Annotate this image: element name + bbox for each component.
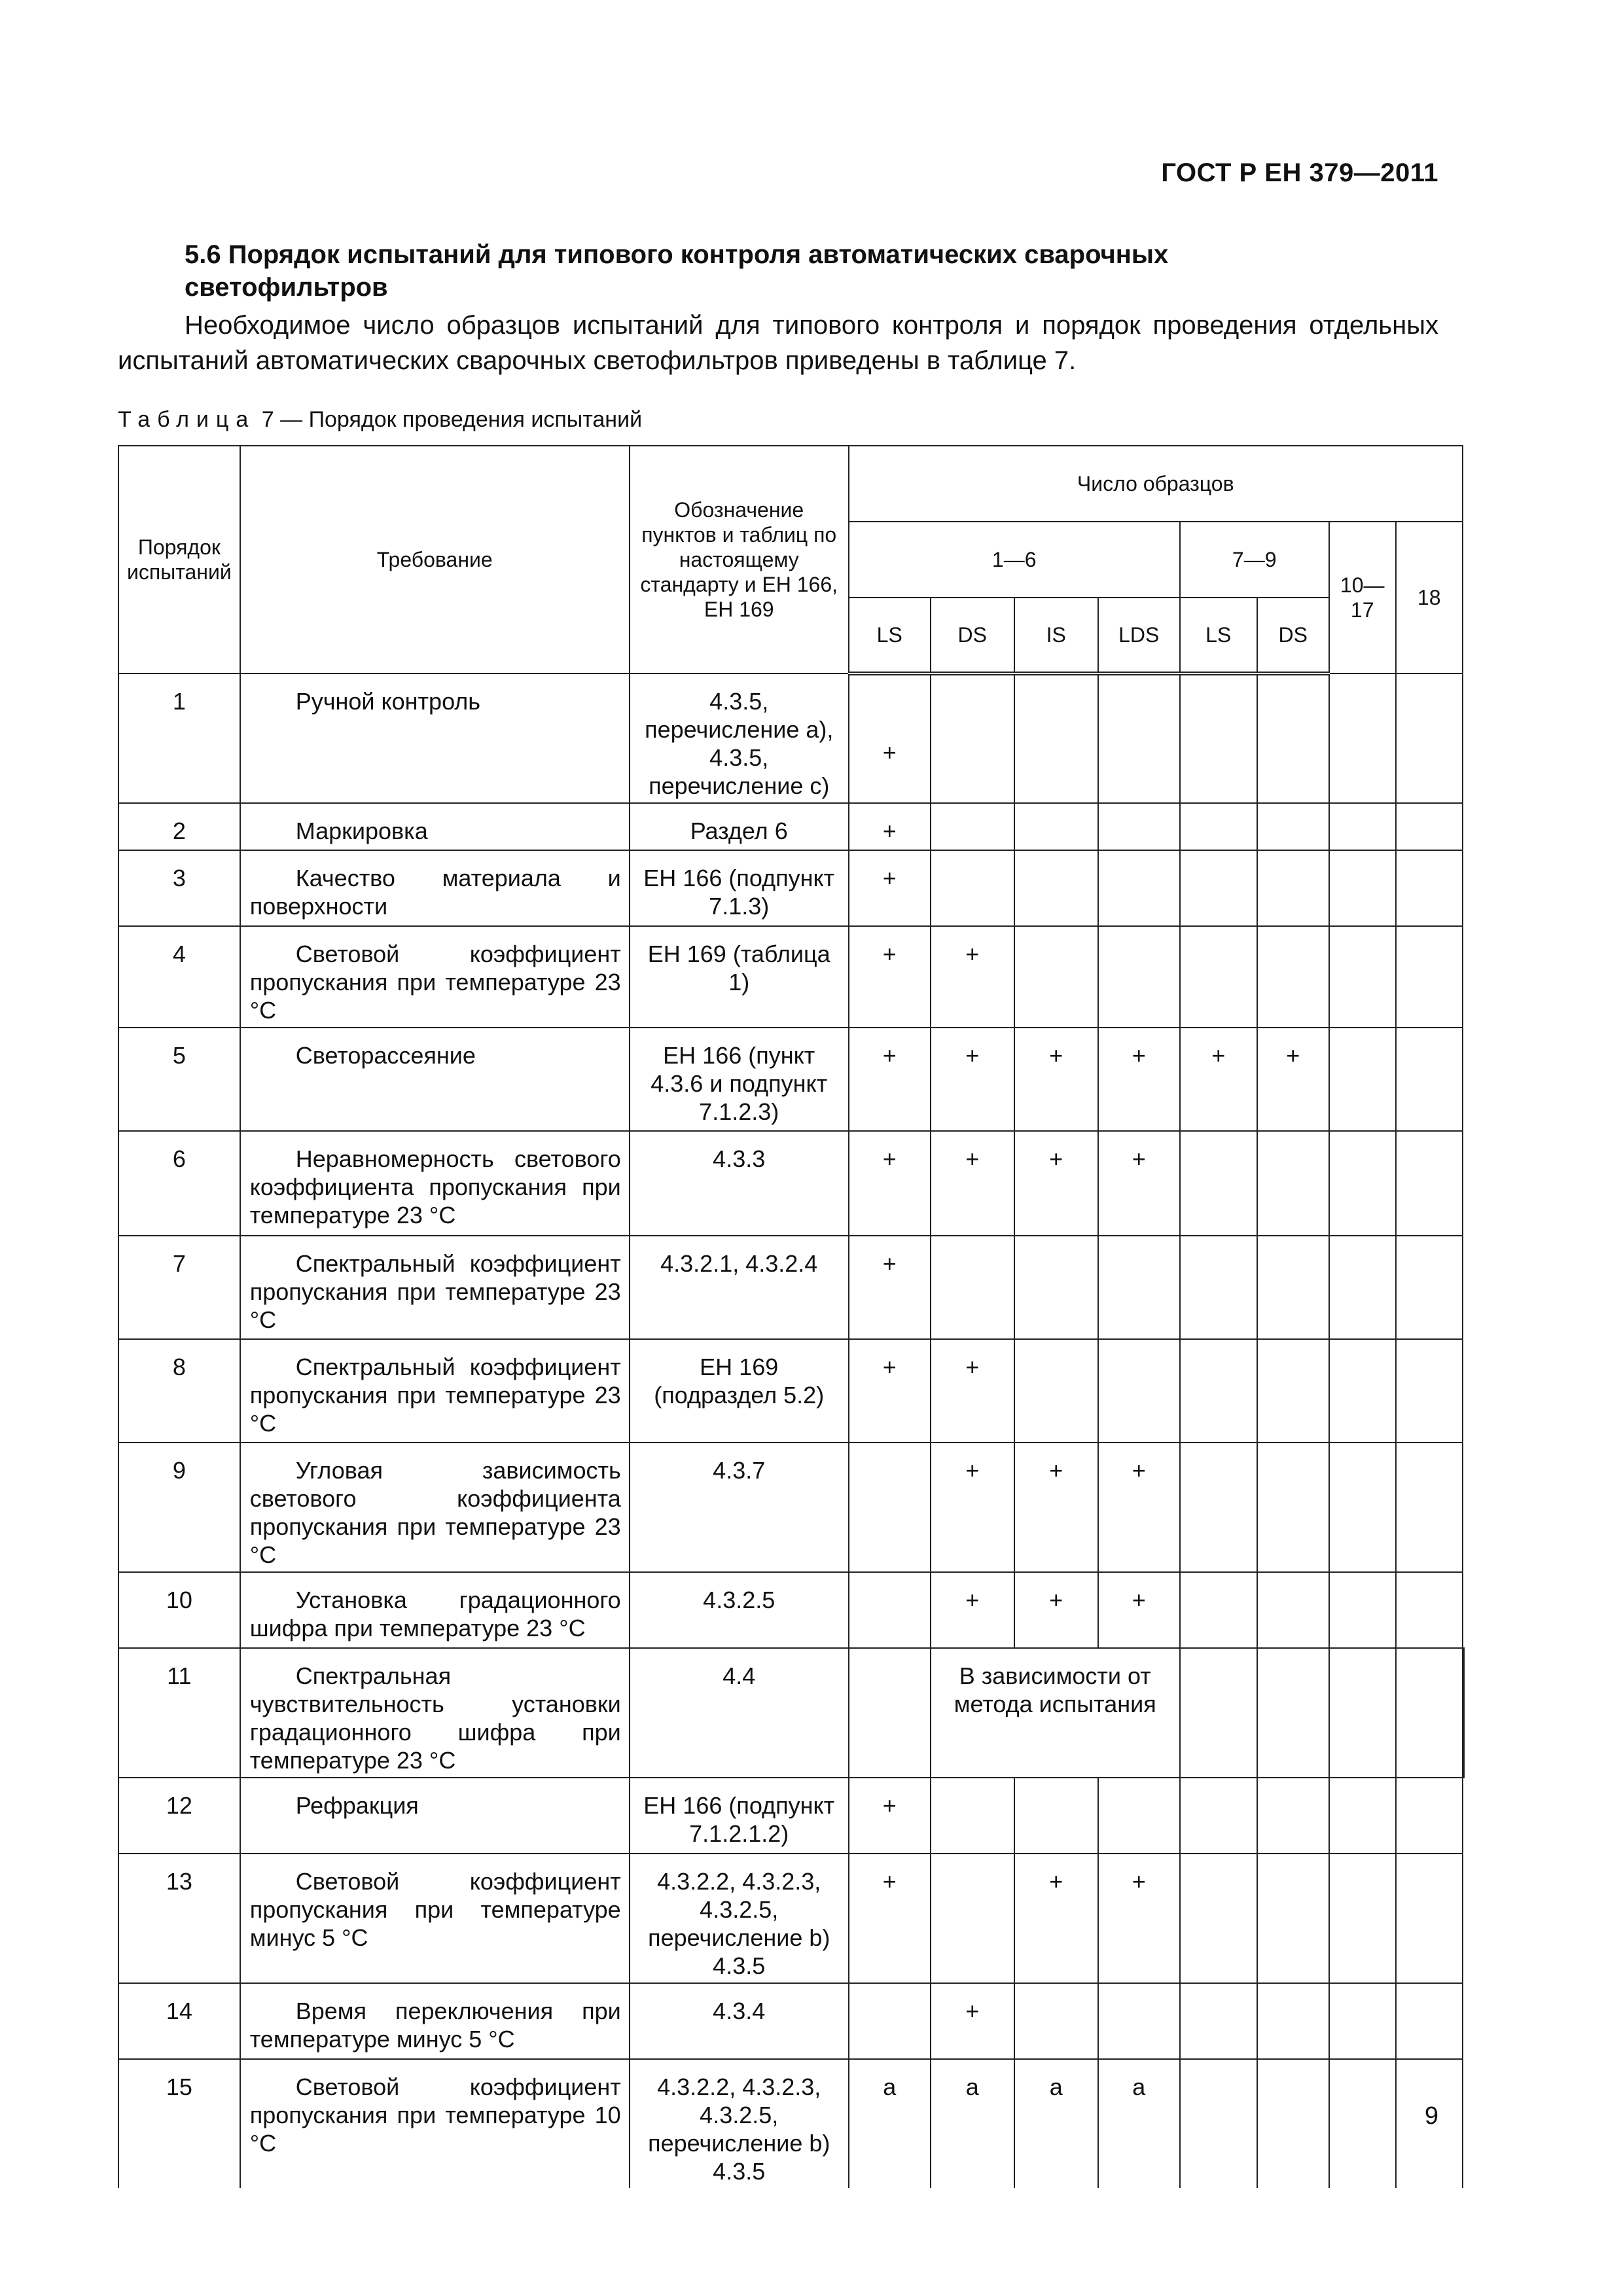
table-row xyxy=(118,1854,1464,1983)
row-mark: + xyxy=(931,1983,1014,2059)
table-row xyxy=(118,850,1464,926)
row-mark xyxy=(1396,803,1463,850)
row-reference: 4.3.7 xyxy=(630,1443,849,1572)
row-mark xyxy=(1329,926,1396,1028)
row-mark xyxy=(1257,926,1329,1028)
row-number: 3 xyxy=(118,850,240,926)
header-sub-lds: LDS xyxy=(1098,598,1180,673)
header-group-1-6: 1—6 xyxy=(849,522,1180,598)
row-mark xyxy=(1257,1778,1329,1854)
row-mark: + xyxy=(849,1339,931,1443)
row-mark: + xyxy=(849,850,931,926)
table-row xyxy=(118,1778,1464,1854)
row-mark xyxy=(849,1648,931,1778)
row-number: 9 xyxy=(118,1443,240,1572)
row-reference: 4.3.3 xyxy=(630,1131,849,1236)
table-row xyxy=(118,1236,1464,1339)
row-mark xyxy=(1180,1648,1257,1778)
page-number: 9 xyxy=(1424,2102,1438,2130)
row-mark xyxy=(1396,1131,1463,1236)
row-mark xyxy=(931,850,1014,926)
row-mark xyxy=(931,673,1014,803)
row-mark xyxy=(1098,1778,1180,1854)
row-mark xyxy=(1396,1339,1463,1443)
row-mark xyxy=(1098,803,1180,850)
row-mark xyxy=(1014,1983,1098,2059)
table-row xyxy=(118,2059,1464,2188)
table-row xyxy=(118,803,1464,850)
row-requirement: Время переключения при температуре минус 5 °С xyxy=(240,1983,630,2059)
table-caption-title: 7 — Порядок проведения испытаний xyxy=(261,407,643,432)
header-group-7-9: 7—9 xyxy=(1180,522,1329,598)
table-row xyxy=(118,1572,1464,1648)
header-sub-ls: LS xyxy=(849,598,931,673)
row-mark xyxy=(1329,1443,1396,1572)
table-row xyxy=(118,926,1464,1028)
row-mark xyxy=(1257,1339,1329,1443)
row-mark xyxy=(1257,850,1329,926)
row-mark xyxy=(1180,803,1257,850)
row-mark: + xyxy=(1014,1854,1098,1983)
header-sub-ds: DS xyxy=(931,598,1014,673)
row-reference: 4.3.2.2, 4.3.2.3, 4.3.2.5, перечисление b) 4.3.5 xyxy=(630,2059,849,2188)
row-mark xyxy=(931,1236,1014,1339)
merged-method-note: В зависимости от метода испытания xyxy=(931,1648,1180,1778)
row-mark xyxy=(1180,926,1257,1028)
header-group-18: 18 xyxy=(1396,522,1463,673)
row-requirement: Установка градационного шифра при температуре 23 °С xyxy=(240,1572,630,1648)
row-mark xyxy=(1180,850,1257,926)
table-row xyxy=(118,1131,1464,1236)
header-sub-ds: DS xyxy=(1257,598,1329,673)
row-number: 5 xyxy=(118,1028,240,1131)
tests-table xyxy=(118,445,1465,2188)
row-mark: + xyxy=(1257,1028,1329,1131)
row-number: 12 xyxy=(118,1778,240,1854)
row-number: 4 xyxy=(118,926,240,1028)
row-mark xyxy=(931,803,1014,850)
row-mark xyxy=(1098,1339,1180,1443)
table-row xyxy=(118,673,1464,803)
row-mark xyxy=(1396,1443,1463,1572)
row-requirement: Спектральный коэффициент пропускания при температуре 23 °С xyxy=(240,1339,630,1443)
intro-paragraph: Необходимое число образцов испытаний для типового контроля и порядок проведения отдельных испытаний автоматических сварочных светофильтров приведены в таблице 7. xyxy=(118,311,1438,375)
row-requirement: Маркировка xyxy=(240,803,630,850)
table-row xyxy=(118,1339,1464,1443)
row-reference: 4.3.5, перечисление а), 4.3.5, перечисление с) xyxy=(630,673,849,803)
row-mark xyxy=(1396,1983,1463,2059)
row-mark: + xyxy=(849,1778,931,1854)
row-reference: ЕН 166 (пункт 4.3.6 и подпункт 7.1.2.3) xyxy=(630,1028,849,1131)
row-mark xyxy=(1329,803,1396,850)
row-mark: + xyxy=(849,1236,931,1339)
row-mark xyxy=(1014,1339,1098,1443)
row-mark: + xyxy=(1014,1131,1098,1236)
header-sub-ls: LS xyxy=(1180,598,1257,673)
row-number: 6 xyxy=(118,1131,240,1236)
row-reference: 4.3.2.5 xyxy=(630,1572,849,1648)
row-reference: 4.3.4 xyxy=(630,1983,849,2059)
row-number: 1 xyxy=(118,673,240,803)
row-number: 8 xyxy=(118,1339,240,1443)
row-mark xyxy=(1329,1339,1396,1443)
row-mark xyxy=(1329,1983,1396,2059)
row-mark xyxy=(849,1983,931,2059)
row-mark xyxy=(1180,2059,1257,2188)
row-requirement: Световой коэффициент пропускания при температуре 23 °С xyxy=(240,926,630,1028)
row-requirement: Спектральный коэффициент пропускания при температуре 23 °С xyxy=(240,1236,630,1339)
row-requirement: Неравномерность светового коэффициента пропускания при температуре 23 °С xyxy=(240,1131,630,1236)
row-mark xyxy=(1329,1131,1396,1236)
row-mark xyxy=(1257,1648,1329,1778)
table-caption xyxy=(118,407,642,433)
row-number: 7 xyxy=(118,1236,240,1339)
header-requirement: Требование xyxy=(240,446,630,673)
row-mark xyxy=(1180,1983,1257,2059)
row-number: 2 xyxy=(118,803,240,850)
row-reference: Раздел 6 xyxy=(630,803,849,850)
row-mark xyxy=(1396,673,1463,803)
row-mark: + xyxy=(931,1028,1014,1131)
row-mark xyxy=(1180,1236,1257,1339)
row-number: 13 xyxy=(118,1854,240,1983)
row-mark: + xyxy=(849,673,931,803)
row-mark xyxy=(1180,673,1257,803)
row-mark xyxy=(1098,673,1180,803)
table-row xyxy=(118,1648,1464,1778)
row-mark xyxy=(1014,673,1098,803)
row-mark xyxy=(1014,803,1098,850)
row-mark: + xyxy=(849,926,931,1028)
row-mark xyxy=(1257,1854,1329,1983)
row-mark xyxy=(1329,2059,1396,2188)
row-mark xyxy=(1257,1443,1329,1572)
row-mark xyxy=(1257,1236,1329,1339)
row-mark xyxy=(1014,850,1098,926)
table-row xyxy=(118,1028,1464,1131)
row-mark: a xyxy=(1014,2059,1098,2188)
row-mark: + xyxy=(1014,1572,1098,1648)
row-mark: + xyxy=(1180,1028,1257,1131)
row-mark: + xyxy=(849,1028,931,1131)
row-mark: + xyxy=(849,1131,931,1236)
row-mark: + xyxy=(849,1854,931,1983)
row-mark xyxy=(1098,850,1180,926)
row-mark: + xyxy=(1098,1854,1180,1983)
row-mark xyxy=(1098,926,1180,1028)
row-requirement: Световой коэффициент пропускания при температуре минус 5 °С xyxy=(240,1854,630,1983)
row-requirement: Светорассеяние xyxy=(240,1028,630,1131)
row-mark: a xyxy=(849,2059,931,2188)
row-mark xyxy=(1396,926,1463,1028)
row-reference: ЕН 166 (подпункт 7.1.3) xyxy=(630,850,849,926)
row-mark: + xyxy=(1098,1572,1180,1648)
row-mark xyxy=(1180,1443,1257,1572)
row-mark: + xyxy=(931,1443,1014,1572)
row-mark xyxy=(1396,1028,1463,1131)
row-mark xyxy=(1463,1648,1464,1778)
row-mark xyxy=(1329,1778,1396,1854)
row-mark xyxy=(1396,1572,1463,1648)
row-number: 10 xyxy=(118,1572,240,1648)
row-mark xyxy=(1396,850,1463,926)
row-mark xyxy=(1329,1236,1396,1339)
row-mark xyxy=(1396,1854,1463,1983)
row-mark xyxy=(1396,1778,1463,1854)
row-mark xyxy=(1180,1854,1257,1983)
row-mark xyxy=(1329,1648,1396,1778)
row-mark xyxy=(1396,1236,1463,1339)
row-mark xyxy=(1329,1028,1396,1131)
row-mark xyxy=(1180,1778,1257,1854)
row-reference: 4.4 xyxy=(630,1648,849,1778)
row-reference: 4.3.2.1, 4.3.2.4 xyxy=(630,1236,849,1339)
row-mark xyxy=(1180,1572,1257,1648)
row-mark xyxy=(1014,1778,1098,1854)
row-mark xyxy=(1257,803,1329,850)
row-mark xyxy=(1396,1648,1463,1778)
row-mark xyxy=(931,1778,1014,1854)
row-mark xyxy=(1329,1572,1396,1648)
row-number: 14 xyxy=(118,1983,240,2059)
row-mark xyxy=(931,1854,1014,1983)
row-reference: 4.3.2.2, 4.3.2.3, 4.3.2.5, перечисление b) 4.3.5 xyxy=(630,1854,849,1983)
row-mark: + xyxy=(1098,1131,1180,1236)
row-mark xyxy=(1329,1854,1396,1983)
row-mark: + xyxy=(1014,1443,1098,1572)
header-reference: Обозначение пунктов и таблиц по настоящему стандарту и ЕН 166, ЕН 169 xyxy=(630,446,849,673)
row-mark xyxy=(849,1572,931,1648)
row-reference: ЕН 166 (подпункт 7.1.2.1.2) xyxy=(630,1778,849,1854)
row-reference: ЕН 169 (таблица 1) xyxy=(630,926,849,1028)
standard-header: ГОСТ Р ЕН 379—2011 xyxy=(1161,158,1438,187)
row-mark: a xyxy=(1098,2059,1180,2188)
row-mark xyxy=(1257,1131,1329,1236)
row-requirement: Угловая зависимость светового коэффициента пропускания при температуре 23 °С xyxy=(240,1443,630,1572)
row-mark xyxy=(1014,926,1098,1028)
row-mark: + xyxy=(931,1572,1014,1648)
header-samples: Число образцов xyxy=(849,446,1463,522)
row-mark xyxy=(1329,850,1396,926)
row-mark: + xyxy=(931,1131,1014,1236)
row-mark: + xyxy=(849,803,931,850)
row-mark xyxy=(1257,1983,1329,2059)
row-mark xyxy=(1098,1236,1180,1339)
row-requirement: Рефракция xyxy=(240,1778,630,1854)
header-order: Порядок испытаний xyxy=(118,446,240,673)
row-mark: + xyxy=(931,926,1014,1028)
row-reference: ЕН 169 (подраздел 5.2) xyxy=(630,1339,849,1443)
row-number: 11 xyxy=(118,1648,240,1778)
header-group-10-17: 10—17 xyxy=(1329,522,1396,673)
row-mark: a xyxy=(931,2059,1014,2188)
row-mark xyxy=(1180,1339,1257,1443)
section-title: 5.6 Порядок испытаний для типового контроля автоматических сварочных светофильтров xyxy=(185,240,1169,302)
table-row xyxy=(118,1443,1464,1572)
row-mark xyxy=(1257,1572,1329,1648)
row-mark xyxy=(1257,673,1329,803)
row-mark xyxy=(1014,1236,1098,1339)
row-mark xyxy=(1329,673,1396,803)
row-requirement: Спектральная чувствительность установки градационного шифра при температуре 23 °С xyxy=(240,1648,630,1778)
row-mark: + xyxy=(931,1339,1014,1443)
row-mark xyxy=(849,1443,931,1572)
row-requirement: Ручной контроль xyxy=(240,673,630,803)
row-mark xyxy=(1257,2059,1329,2188)
row-requirement: Световой коэффициент пропускания при температуре 10 °С xyxy=(240,2059,630,2188)
table-caption-prefix: Таблица xyxy=(118,407,256,432)
row-number: 15 xyxy=(118,2059,240,2188)
header-sub-is: IS xyxy=(1014,598,1098,673)
row-requirement: Качество материала и поверхности xyxy=(240,850,630,926)
row-mark: + xyxy=(1098,1028,1180,1131)
row-mark xyxy=(1180,1131,1257,1236)
row-mark: + xyxy=(1098,1443,1180,1572)
table-row xyxy=(118,1983,1464,2059)
row-mark xyxy=(1098,1983,1180,2059)
row-mark: + xyxy=(1014,1028,1098,1131)
